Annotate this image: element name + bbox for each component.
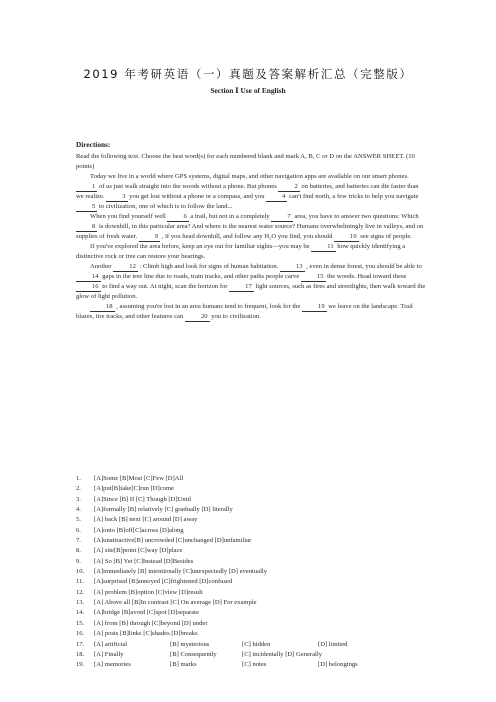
- option-choices: [A]unattractive[B] uncrowded [C]unchanged [D]unfamiliar: [94, 537, 252, 545]
- option-row: [76, 608, 436, 618]
- paragraph-4: Another 12 : Climb high and look for signs of human habitation. 13 , even in dense forest, you should be able to 14 gaps in the tree line due to roads, train tracks, and other paths people carve 15 the woods. Head toward these 16 to find a way out. At night, scan the horizon for 17 light sources, such as fires and streetlights, then walk toward the glow of light pollution.: [76, 262, 426, 300]
- option-row: [76, 474, 436, 484]
- option-row: [76, 495, 436, 505]
- option-row: [76, 505, 436, 515]
- question-number: 10.: [76, 568, 85, 576]
- paragraph-1: Today we live in a world where GPS systems, digital maps, and other navigation apps are available on our smart phones. 1 of us just walk straight into the woods without a phone. But phones 2 on batteries, and batteries can die faster than we realize. 3 you get lost without a phone or a compass, and you 4 can't find north, a few tricks to help you navigate 5 to civilization, one of which is to follow the land...: [76, 172, 419, 210]
- passage: [76, 152, 426, 322]
- question-number: 19.: [76, 661, 85, 669]
- answer-options-list: [76, 474, 436, 671]
- option-choices: [D] limited: [318, 640, 348, 648]
- directions-text: Read the following text. Choose the best word(s) for each numbered blank and mark A, B, C or D on the ANSWER SHEET. (10 points): [76, 153, 415, 170]
- option-choices: [B] marks: [170, 661, 197, 669]
- option-row: [76, 526, 436, 536]
- option-choices: [A] So [B] Yet [C]Instead [D]Besides: [94, 557, 194, 565]
- blank-11: 11: [311, 243, 335, 252]
- blank-15: 15: [301, 273, 326, 282]
- option-row: [76, 536, 436, 546]
- question-number: 7.: [76, 537, 81, 545]
- option-choices: [A] from [B] through [C]beyond [D] under: [94, 619, 208, 627]
- option-choices: [C] hidden: [242, 640, 271, 648]
- blank-5: 5: [76, 203, 97, 212]
- question-number: 12.: [76, 588, 85, 596]
- question-number: 1.: [76, 475, 81, 482]
- paragraph-3: If you've explored the area before, keep an eye out for familiar sights—you may be 11 how quickly identifying a distinctive rock or tree can restore your bearings.: [76, 242, 406, 260]
- question-number: 6.: [76, 526, 81, 534]
- option-row: [76, 650, 436, 660]
- option-choices: [C] incidentally [D] Generally: [242, 650, 323, 658]
- option-row: [76, 619, 436, 629]
- option-choices: [A]bridge [B]avoid [C]spot [D]separate: [94, 609, 199, 617]
- option-choices: [A] Finally: [94, 650, 124, 658]
- blank-7: 7: [271, 213, 292, 222]
- option-row: [76, 567, 436, 577]
- blank-20: 20: [185, 313, 210, 322]
- blank-10: 10: [334, 233, 359, 242]
- option-choices: [A]surprised [B]annoyed [C]frightened [D]confused: [94, 578, 233, 586]
- option-choices: [A]formally [B] relatively [C] gradually [D] literally: [94, 506, 233, 514]
- option-choices: [A]Some [B]Most [C]Few [D]All: [94, 475, 184, 482]
- option-row: [76, 484, 436, 494]
- option-row: [76, 557, 436, 567]
- question-number: 15.: [76, 619, 85, 627]
- question-number: 18.: [76, 650, 85, 658]
- question-number: 14.: [76, 609, 85, 617]
- option-choices: [A]Since [B] If [C] Though [D]Until: [94, 495, 192, 503]
- option-choices: [A] back [B] next [C] around [D] away: [94, 516, 198, 524]
- question-number: 5.: [76, 516, 81, 524]
- question-number: 4.: [76, 506, 81, 514]
- option-choices: [A]put[B]take[C]run [D]come: [94, 485, 175, 493]
- option-choices: [B] mysterious: [170, 640, 210, 648]
- option-row: [76, 660, 436, 670]
- blank-1: 1: [76, 183, 97, 192]
- question-number: 8.: [76, 547, 81, 555]
- blank-12: 12: [113, 263, 138, 272]
- option-choices: [A]immediately [B] intentionally [C]unexpectedly [D] eventually: [94, 568, 268, 576]
- option-choices: [A]onto [B]off[C]across [D]along: [94, 526, 184, 534]
- document-title: 2019 年考研英语（一）真题及答案解析汇总（完整版）: [83, 67, 413, 81]
- option-choices: [A] memories: [94, 661, 131, 669]
- question-number: 13.: [76, 599, 85, 607]
- blank-2: 2: [278, 183, 299, 192]
- question-number: 17.: [76, 640, 85, 648]
- option-choices: [A] posts [B]links [C]shades [D]breaks: [94, 630, 198, 638]
- blank-9: 9: [139, 233, 160, 242]
- blank-8: 8: [76, 223, 97, 232]
- blank-6: 6: [167, 213, 188, 222]
- question-number: 2.: [76, 485, 81, 493]
- option-choices: [D] belongings: [318, 661, 358, 669]
- question-number: 3.: [76, 495, 81, 503]
- option-row: [76, 598, 436, 608]
- option-row: [76, 546, 436, 556]
- blank-17: 17: [229, 283, 254, 292]
- option-row: [76, 588, 436, 598]
- option-row: [76, 640, 436, 650]
- blank-16: 16: [76, 283, 101, 292]
- option-choices: [C] notes: [242, 661, 267, 669]
- paragraph-5: 18 , assuming you're lost in an area humans tend to frequent, look for the 19 we leave on the landscape. Trail blazes, tire tracks, and other features can 20 you to civilization.: [76, 302, 413, 320]
- option-row: [76, 515, 436, 525]
- blank-19: 19: [302, 303, 327, 312]
- option-choices: [A] problem [B]option [C]view [D]result: [94, 588, 203, 596]
- question-number: 9.: [76, 557, 81, 565]
- blank-3: 3: [106, 193, 127, 202]
- option-choices: [A] site[B]point [C]way [D]place: [94, 547, 183, 555]
- option-row: [76, 577, 436, 587]
- option-choices: [A] Above all [B]In contrast [C] On average [D] For example: [94, 599, 257, 607]
- option-choices: [B] Consequently: [170, 650, 217, 658]
- directions-heading: Directions:: [76, 140, 111, 149]
- question-number: 16.: [76, 630, 85, 638]
- question-number: 11.: [76, 578, 84, 586]
- option-choices: [A] artificial: [94, 640, 128, 648]
- blank-18: 18: [90, 303, 115, 312]
- blank-13: 13: [280, 263, 305, 272]
- option-row: [76, 629, 436, 639]
- blank-14: 14: [76, 273, 101, 282]
- paragraph-2: When you find yourself well 6 a trail, but not in a completely 7 area, you have to answer two questions: Which 8 is downhill, in this particular area? And where is the nearest water source? Humans overwhelmingly live in valleys, and on supplies of fresh water. 9 , if you head downhill, and follow any H₂O you find, you should 10 see signs of people.: [76, 212, 424, 240]
- blank-4: 4: [266, 193, 287, 202]
- section-heading: Section Ⅰ Use of English: [210, 86, 286, 95]
